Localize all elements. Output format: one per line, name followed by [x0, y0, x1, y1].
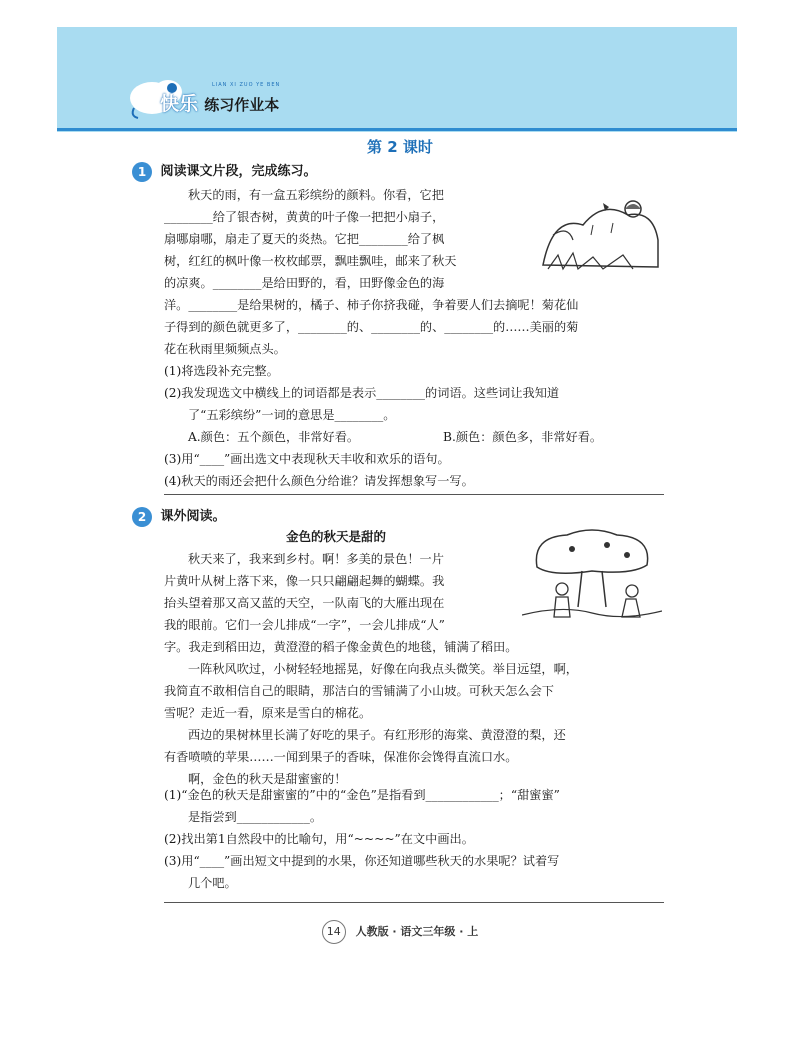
section2-number-badge: 2 [132, 507, 152, 527]
passage-line: 树，红红的枫叶像一枚枚邮票，飘哇飘哇，邮来了秋天 [164, 254, 457, 268]
logo-pinyin: LIAN XI ZUO YE BEN [212, 82, 281, 88]
option-b: B.颜色：颜色多，非常好看。 [443, 430, 603, 444]
passage-line: 片黄叶从树上落下来，像一只只翩翩起舞的蝴蝶。我 [164, 574, 445, 588]
passage-line: 有香喷喷的苹果……一闻到果子的香味，保准你会馋得直流口水。 [164, 750, 518, 764]
question-line: (2)找出第1自然段中的比喻句，用“~~~~”在文中画出。 [164, 832, 474, 846]
passage-line: 的凉爽。________是给田野的，看，田野像金色的海 [164, 276, 445, 290]
passage-line: 抬头望着那又高又蓝的天空，一队南飞的大雁出现在 [164, 596, 445, 610]
passage-line: 秋天的雨，有一盒五彩缤纷的颜料。你看，它把 [188, 188, 444, 202]
passage-line: 我的眼前。它们一会儿排成“一字”，一会儿排成“人” [164, 618, 445, 632]
question-line: 几个吧。 [188, 876, 237, 890]
passage-line: 啊，金色的秋天是甜蜜蜜的！ [188, 772, 347, 786]
section1-number-badge: 1 [132, 162, 152, 182]
footer [0, 920, 800, 944]
passage-line: 洋。________是给果树的，橘子、柿子你挤我碰，争着要人们去摘呢！菊花仙 [164, 298, 579, 312]
logo [160, 82, 281, 116]
question-line: (1)将选段补充完整。 [164, 364, 279, 378]
passage-line: 花在秋雨里频频点头。 [164, 342, 286, 356]
edition-label: 人教版 · 语文三年级 · 上 [355, 925, 479, 938]
logo-sub: 练习作业本 [204, 96, 280, 114]
page-number: 14 [322, 920, 346, 944]
option-a: A.颜色：五个颜色，非常好看。 [188, 430, 360, 444]
logo-main: 快乐 [160, 93, 199, 115]
question-line: 是指尝到____________。 [188, 810, 323, 824]
answer-line [164, 902, 664, 903]
question-line: (2)我发现选文中横线上的词语都是表示________的词语。这些词让我知道 [164, 386, 560, 400]
options-row [164, 426, 602, 448]
passage-line: 扇哪扇哪，扇走了夏天的炎热。它把________给了枫 [164, 232, 445, 246]
question-line: (3)用“____”画出短文中提到的水果，你还知道哪些秋天的水果呢？试着写 [164, 854, 560, 868]
passage-line: 子得到的颜色就更多了，________的、________的、________的……美丽的菊 [164, 320, 579, 334]
passage-line: 一阵秋风吹过，小树轻轻地摇晃，好像在向我点头微笑。举目远望，啊， [188, 662, 578, 676]
passage-line: 雪呢？走近一看，原来是雪白的棉花。 [164, 706, 372, 720]
question-line: (3)用“____”画出选文中表现秋天丰收和欢乐的语句。 [164, 452, 450, 466]
passage-line: 字。我走到稻田边，黄澄澄的稻子像金黄色的地毯，铺满了稻田。 [164, 640, 518, 654]
autumn-rain-illustration [533, 195, 663, 279]
section1-heading-text: 阅读课文片段，完成练习。 [160, 164, 317, 179]
answer-line [164, 494, 664, 495]
section2-questions [164, 784, 560, 894]
lesson-title: 第 2 课时 [367, 138, 433, 156]
passage-line: 我简直不敢相信自己的眼睛，那洁白的雪铺满了小山坡。可秋天怎么会下 [164, 684, 554, 698]
passage-line: ________给了银杏树，黄黄的叶子像一把把小扇子， [164, 210, 445, 224]
question-line: (1)“金色的秋天是甜蜜蜜的”中的“金色”是指看到____________；“甜蜜蜜” [164, 788, 560, 802]
section2-heading [132, 505, 226, 527]
section1-questions [164, 360, 602, 492]
section2-heading-text: 课外阅读。 [160, 509, 226, 524]
story-title: 金色的秋天是甜的 [286, 529, 387, 544]
passage-line: 西边的果树林里长满了好吃的果子。有红形形的海棠、黄澄澄的梨，还 [188, 728, 566, 742]
passage-line: 秋天来了，我来到乡村。啊！多美的景色！一片 [188, 552, 444, 566]
question-line: (4)秋天的雨还会把什么颜色分给谁？请发挥想象写一写。 [164, 474, 474, 488]
section2-passage [164, 548, 674, 790]
section1-heading [132, 160, 317, 182]
header-divider [57, 128, 737, 131]
question-line: 了“五彩缤纷”一词的意思是________。 [188, 408, 396, 422]
